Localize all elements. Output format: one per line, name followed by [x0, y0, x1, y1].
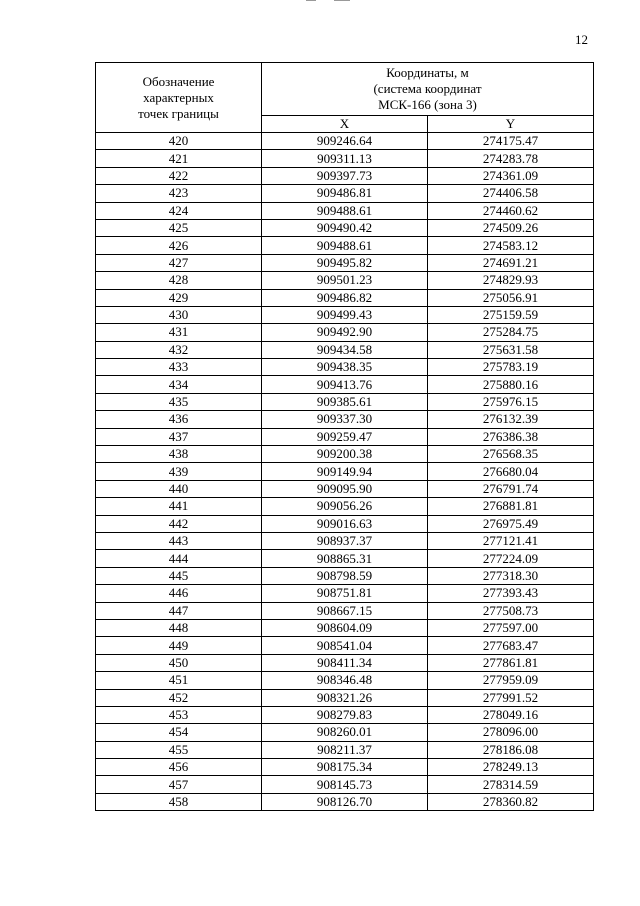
point-cell: 431 [96, 324, 262, 341]
point-cell: 428 [96, 272, 262, 289]
y-cell: 277861.81 [428, 654, 594, 671]
point-cell: 440 [96, 480, 262, 497]
x-cell: 909259.47 [262, 428, 428, 445]
scan-artifact-mark [334, 0, 350, 1]
table-row [96, 706, 594, 723]
table-row [96, 480, 594, 497]
x-cell: 909490.42 [262, 219, 428, 236]
y-cell: 277991.52 [428, 689, 594, 706]
table-row [96, 324, 594, 341]
table-row [96, 359, 594, 376]
x-cell: 908321.26 [262, 689, 428, 706]
x-column-header: X [262, 116, 428, 133]
x-cell: 908865.31 [262, 550, 428, 567]
point-cell: 448 [96, 619, 262, 636]
y-cell: 276791.74 [428, 480, 594, 497]
y-cell: 277683.47 [428, 637, 594, 654]
point-cell: 422 [96, 167, 262, 184]
x-cell: 908937.37 [262, 532, 428, 549]
x-cell: 908211.37 [262, 741, 428, 758]
x-cell: 908411.34 [262, 654, 428, 671]
point-cell: 432 [96, 341, 262, 358]
x-cell: 909337.30 [262, 411, 428, 428]
y-cell: 278049.16 [428, 706, 594, 723]
point-cell: 429 [96, 289, 262, 306]
x-cell: 909495.82 [262, 254, 428, 271]
point-cell: 430 [96, 306, 262, 323]
point-cell: 436 [96, 411, 262, 428]
coordinates-table [95, 62, 594, 811]
point-cell: 442 [96, 515, 262, 532]
table-row [96, 167, 594, 184]
x-cell: 909486.82 [262, 289, 428, 306]
table-row [96, 219, 594, 236]
table-row [96, 237, 594, 254]
table-row [96, 202, 594, 219]
header-line: (система координат [373, 81, 482, 96]
point-cell: 434 [96, 376, 262, 393]
table-row [96, 306, 594, 323]
x-cell: 909016.63 [262, 515, 428, 532]
table-row [96, 619, 594, 636]
point-cell: 426 [96, 237, 262, 254]
table-row [96, 150, 594, 167]
table-row [96, 341, 594, 358]
table-row [96, 759, 594, 776]
point-cell: 450 [96, 654, 262, 671]
point-cell: 438 [96, 446, 262, 463]
x-cell: 909397.73 [262, 167, 428, 184]
x-cell: 908175.34 [262, 759, 428, 776]
table-row [96, 637, 594, 654]
point-cell: 456 [96, 759, 262, 776]
point-cell: 421 [96, 150, 262, 167]
point-cell: 453 [96, 706, 262, 723]
point-cell: 443 [96, 532, 262, 549]
y-cell: 274460.62 [428, 202, 594, 219]
table-row [96, 654, 594, 671]
y-cell: 275284.75 [428, 324, 594, 341]
x-cell: 908260.01 [262, 724, 428, 741]
y-cell: 278360.82 [428, 793, 594, 810]
header-line: Координаты, м [386, 65, 469, 80]
y-cell: 275976.15 [428, 393, 594, 410]
y-cell: 274829.93 [428, 272, 594, 289]
table-row [96, 376, 594, 393]
table-row [96, 428, 594, 445]
header-line: Обозначение [142, 73, 215, 89]
point-cell: 449 [96, 637, 262, 654]
table-row [96, 498, 594, 515]
x-cell: 909438.35 [262, 359, 428, 376]
y-cell: 275783.19 [428, 359, 594, 376]
y-cell: 276568.35 [428, 446, 594, 463]
y-cell: 274175.47 [428, 133, 594, 150]
y-column-header: Y [428, 116, 594, 133]
x-cell: 909501.23 [262, 272, 428, 289]
point-cell: 437 [96, 428, 262, 445]
table-row [96, 672, 594, 689]
point-cell: 452 [96, 689, 262, 706]
header-row [96, 63, 594, 116]
y-cell: 278249.13 [428, 759, 594, 776]
x-cell: 908145.73 [262, 776, 428, 793]
point-cell: 451 [96, 672, 262, 689]
x-cell: 909488.61 [262, 202, 428, 219]
point-cell: 447 [96, 602, 262, 619]
table-row [96, 463, 594, 480]
table-row [96, 289, 594, 306]
table-header [96, 63, 594, 133]
x-cell: 908798.59 [262, 567, 428, 584]
point-cell: 424 [96, 202, 262, 219]
point-cell: 458 [96, 793, 262, 810]
x-cell: 909488.61 [262, 237, 428, 254]
point-cell: 455 [96, 741, 262, 758]
y-cell: 277224.09 [428, 550, 594, 567]
y-cell: 277508.73 [428, 602, 594, 619]
table-row [96, 793, 594, 810]
header-line: характерных [143, 89, 214, 105]
x-cell: 909200.38 [262, 446, 428, 463]
x-cell: 908751.81 [262, 585, 428, 602]
x-cell: 909385.61 [262, 393, 428, 410]
table-row [96, 393, 594, 410]
table-row [96, 272, 594, 289]
x-cell: 908126.70 [262, 793, 428, 810]
table-row [96, 254, 594, 271]
y-cell: 274361.09 [428, 167, 594, 184]
point-cell: 446 [96, 585, 262, 602]
y-cell: 275159.59 [428, 306, 594, 323]
table-row [96, 741, 594, 758]
x-cell: 909499.43 [262, 306, 428, 323]
x-cell: 909056.26 [262, 498, 428, 515]
x-cell: 908279.83 [262, 706, 428, 723]
y-cell: 278314.59 [428, 776, 594, 793]
table-body [96, 133, 594, 811]
x-cell: 908604.09 [262, 619, 428, 636]
y-cell: 274691.21 [428, 254, 594, 271]
point-cell: 425 [96, 219, 262, 236]
point-cell: 420 [96, 133, 262, 150]
point-cell: 433 [96, 359, 262, 376]
coordinates-group-header [262, 63, 594, 116]
table-row [96, 446, 594, 463]
x-cell: 908346.48 [262, 672, 428, 689]
x-cell: 908667.15 [262, 602, 428, 619]
x-cell: 909413.76 [262, 376, 428, 393]
page-number: 12 [575, 32, 588, 47]
y-cell: 275880.16 [428, 376, 594, 393]
y-cell: 275631.58 [428, 341, 594, 358]
table-row [96, 532, 594, 549]
point-cell: 439 [96, 463, 262, 480]
x-cell: 909486.81 [262, 185, 428, 202]
y-cell: 276881.81 [428, 498, 594, 515]
table-row [96, 689, 594, 706]
point-cell: 444 [96, 550, 262, 567]
x-cell: 909311.13 [262, 150, 428, 167]
x-cell: 909095.90 [262, 480, 428, 497]
y-cell: 276975.49 [428, 515, 594, 532]
y-cell: 277121.41 [428, 532, 594, 549]
table-row [96, 133, 594, 150]
y-cell: 274406.58 [428, 185, 594, 202]
point-cell: 427 [96, 254, 262, 271]
x-cell: 909434.58 [262, 341, 428, 358]
y-cell: 277597.00 [428, 619, 594, 636]
y-cell: 274509.26 [428, 219, 594, 236]
y-cell: 278096.00 [428, 724, 594, 741]
table-row [96, 515, 594, 532]
y-cell: 277393.43 [428, 585, 594, 602]
table-row [96, 185, 594, 202]
table-row [96, 724, 594, 741]
point-cell: 435 [96, 393, 262, 410]
x-cell: 909149.94 [262, 463, 428, 480]
point-cell: 454 [96, 724, 262, 741]
table-row [96, 776, 594, 793]
table-row [96, 585, 594, 602]
table-row [96, 602, 594, 619]
x-cell: 908541.04 [262, 637, 428, 654]
header-line: МСК-166 (зона 3) [378, 97, 477, 112]
y-cell: 276386.38 [428, 428, 594, 445]
y-cell: 276132.39 [428, 411, 594, 428]
x-cell: 909492.90 [262, 324, 428, 341]
x-cell: 909246.64 [262, 133, 428, 150]
y-cell: 276680.04 [428, 463, 594, 480]
y-cell: 275056.91 [428, 289, 594, 306]
table-row [96, 550, 594, 567]
point-cell: 445 [96, 567, 262, 584]
table-row [96, 567, 594, 584]
y-cell: 278186.08 [428, 741, 594, 758]
y-cell: 274583.12 [428, 237, 594, 254]
y-cell: 274283.78 [428, 150, 594, 167]
y-cell: 277959.09 [428, 672, 594, 689]
header-line: точек границы [138, 105, 219, 121]
y-cell: 277318.30 [428, 567, 594, 584]
scan-artifact-mark [306, 0, 316, 1]
point-cell: 457 [96, 776, 262, 793]
point-column-header [96, 63, 262, 133]
table-row [96, 411, 594, 428]
point-cell: 441 [96, 498, 262, 515]
point-cell: 423 [96, 185, 262, 202]
